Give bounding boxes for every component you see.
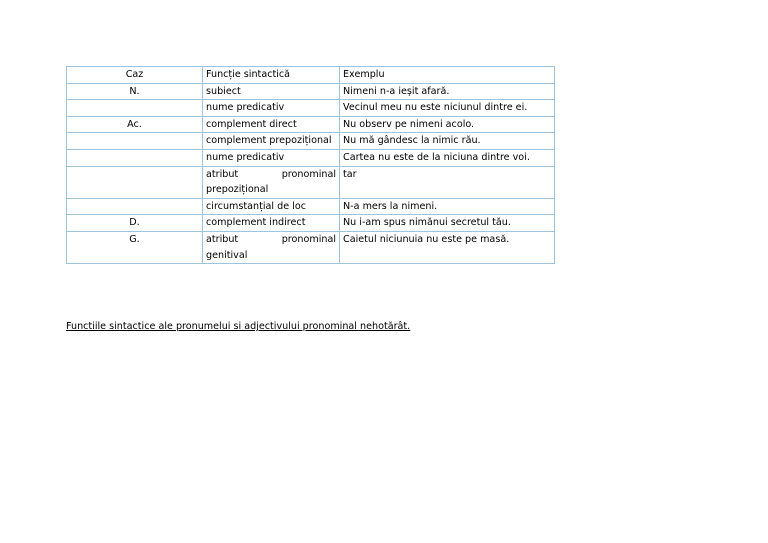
example-cell: Vecinul meu nu este niciunul dintre ei. bbox=[340, 100, 555, 117]
case-cell: Ac. bbox=[67, 116, 203, 133]
function-cell: complement prepozițional bbox=[203, 133, 340, 150]
header-example: Exemplu bbox=[340, 67, 555, 84]
document-caption: Functiile sintactice ale pronumelui si adjectivului pronominal nehotărât. bbox=[66, 321, 411, 332]
table-header-row bbox=[67, 67, 555, 84]
function-cell: atribut pronominal prepozițional bbox=[203, 166, 340, 198]
header-case: Caz bbox=[67, 67, 203, 84]
function-cell: subiect bbox=[203, 83, 340, 100]
table-row bbox=[67, 198, 555, 215]
function-cell: nume predicativ bbox=[203, 149, 340, 166]
example-cell: Nimeni n-a ieșit afară. bbox=[340, 83, 555, 100]
case-cell: D. bbox=[67, 215, 203, 232]
example-cell: Nu observ pe nimeni acolo. bbox=[340, 116, 555, 133]
case-cell bbox=[67, 198, 203, 215]
case-cell bbox=[67, 133, 203, 150]
header-function: Funcție sintactică bbox=[203, 67, 340, 84]
case-cell bbox=[67, 166, 203, 198]
case-cell bbox=[67, 100, 203, 117]
example-cell: tar bbox=[340, 166, 555, 198]
table-row bbox=[67, 116, 555, 133]
function-cell: complement direct bbox=[203, 116, 340, 133]
function-cell: nume predicativ bbox=[203, 100, 340, 117]
case-cell: N. bbox=[67, 83, 203, 100]
table-row bbox=[67, 133, 555, 150]
case-cell: G. bbox=[67, 231, 203, 263]
table-row bbox=[67, 149, 555, 166]
table-row bbox=[67, 215, 555, 232]
case-cell bbox=[67, 149, 203, 166]
table-row bbox=[67, 100, 555, 117]
table-row bbox=[67, 83, 555, 100]
function-cell: atribut pronominal genitival bbox=[203, 231, 340, 263]
example-cell: Cartea nu este de la niciuna dintre voi. bbox=[340, 149, 555, 166]
table-row bbox=[67, 166, 555, 198]
example-cell: Nu i-am spus nimănui secretul tău. bbox=[340, 215, 555, 232]
example-cell: Nu mă gândesc la nimic rău. bbox=[340, 133, 555, 150]
function-cell: complement indirect bbox=[203, 215, 340, 232]
function-cell: circumstanțial de loc bbox=[203, 198, 340, 215]
table-row bbox=[67, 231, 555, 263]
example-cell: N-a mers la nimeni. bbox=[340, 198, 555, 215]
example-cell: Caietul niciunuia nu este pe masă. bbox=[340, 231, 555, 263]
syntactic-functions-table bbox=[66, 66, 555, 264]
